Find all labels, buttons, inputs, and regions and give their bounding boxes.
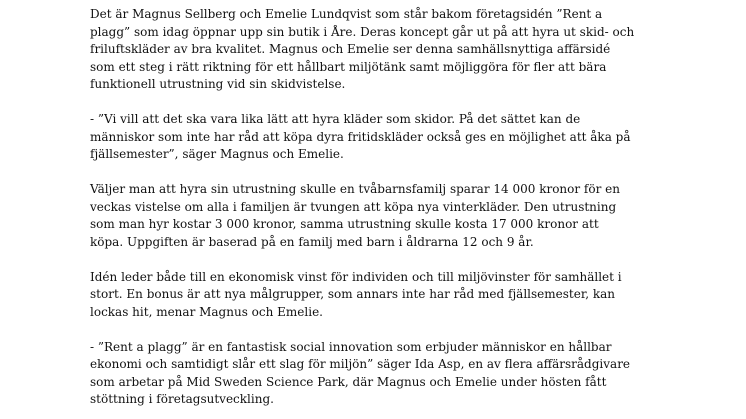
text-line: - ”Rent a plagg” är en fantastisk social innovation som erbjuder människor en hållbar — [90, 339, 612, 354]
text-line: Väljer man att hyra sin utrustning skulle en tvåbarnsfamilj sparar 14 000 kronor för en — [90, 182, 620, 196]
paragraph-intro — [90, 6, 650, 94]
text-line: som ett steg i rätt riktning för ett hållbart miljötänk samt möjliggöra för fler att bära — [90, 59, 607, 74]
text-line: Det är Magnus Sellberg och Emelie Lundqvist som står bakom företagsidén ”Rent a — [90, 7, 603, 21]
text-line: stöttning i företagsutveckling. — [90, 392, 274, 406]
text-line: fjällsemester”, säger Magnus och Emelie. — [90, 147, 344, 161]
text-line: som arbetar på Mid Sweden Science Park, där Magnus och Emelie under hösten fått — [90, 374, 607, 389]
text-line: funktionell utrustning vid sin skidvistelse. — [90, 77, 346, 91]
text-line: friluftskläder av bra kvalitet. Magnus och Emelie ser denna samhällsnyttiga affärsidé — [90, 42, 611, 56]
text-line: köpa. Uppgiften är baserad på en familj med barn i åldrarna 12 och 9 år. — [90, 234, 534, 249]
paragraph-quote-advisor — [90, 339, 650, 409]
text-line: Idén leder både till en ekonomisk vinst för individen och till miljövinster för samhället i — [90, 269, 622, 284]
text-line: stort. En bonus är att nya målgrupper, som annars inte har råd med fjällsemester, kan — [90, 287, 616, 301]
text-line: plagg” som idag öppnar upp sin butik i Åre. Deras koncept går ut på att hyra ut skid- och — [90, 24, 635, 39]
document-body — [90, 6, 650, 419]
text-line: veckas vistelse om alla i familjen är tvungen att köpa nya vinterkläder. Den utrustning — [90, 199, 617, 214]
text-line: ekonomi och samtidigt slår ett slag för miljön” säger Ida Asp, en av flera affärsrådgivare — [90, 357, 631, 371]
text-line: lockas hit, menar Magnus och Emelie. — [90, 304, 323, 319]
paragraph-quote-founders — [90, 111, 650, 164]
text-line: människor som inte har råd att köpa dyra fritidskläder också ges en möjlighet att åka på — [90, 129, 631, 144]
paragraph-benefits — [90, 269, 650, 322]
text-line: som man hyr kostar 3 000 kronor, samma utrustning skulle kosta 17 000 kronor att — [90, 217, 599, 231]
paragraph-cost-comparison — [90, 181, 650, 251]
text-line: - ”Vi vill att det ska vara lika lätt att hyra kläder som skidor. På det sättet kan de — [90, 112, 581, 126]
